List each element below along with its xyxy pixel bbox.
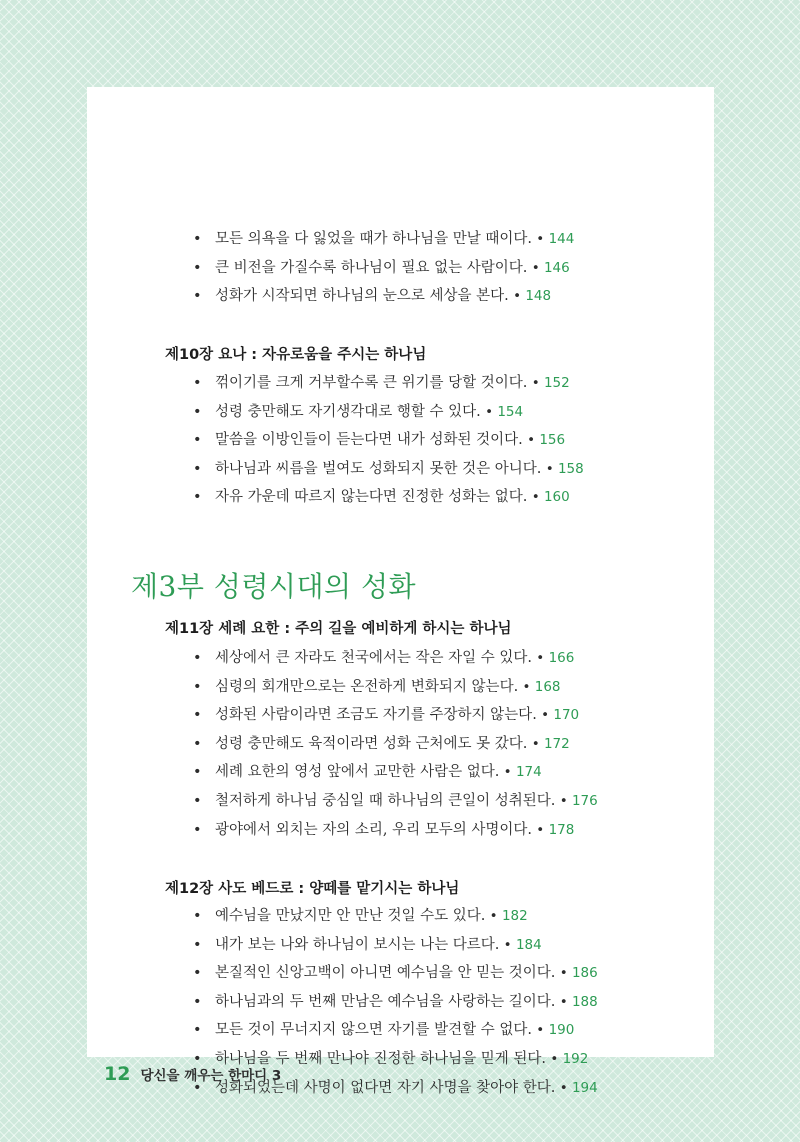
- list-item: • 성화되었는데 사명이 없다면 자기 사명을 찾아야 한다.• 194: [193, 1074, 598, 1103]
- page-number: 12: [104, 1063, 131, 1085]
- list-item: • 성령 충만해도 육적이라면 성화 근처에도 못 갔다.• 172: [193, 730, 598, 759]
- list-item: • 철저하게 하나님 중심일 때 하나님의 큰일이 성취된다.• 176: [193, 787, 598, 816]
- list-item: • 광야에서 외치는 자의 소리, 우리 모두의 사명이다.• 178: [193, 816, 598, 845]
- list-item: • 성화된 사람이라면 조금도 자기를 주장하지 않는다.• 170: [193, 701, 598, 730]
- page-footer: [104, 1062, 281, 1086]
- book-title: 당신을 깨우는 한마디 3: [140, 1068, 282, 1084]
- list-item: • 본질적인 신앙고백이 아니면 예수님을 안 믿는 것이다.• 186: [193, 959, 598, 988]
- list-item: • 성령 충만해도 자기생각대로 행할 수 있다.• 154: [193, 398, 584, 427]
- list-item: • 모든 것이 무너지지 않으면 자기를 발견할 수 없다.• 190: [193, 1016, 598, 1045]
- chapter9-items: [193, 225, 574, 311]
- chapter10-heading: 제10장 요나 : 자유로움을 주시는 하나님: [165, 347, 427, 363]
- chapter11-heading: 제11장 세례 요한 : 주의 길을 예비하게 하시는 하나님: [165, 621, 512, 637]
- list-item: • 하나님과의 두 번째 만남은 예수님을 사랑하는 길이다.• 188: [193, 988, 598, 1017]
- chapter11-items: [193, 644, 598, 844]
- chapter12-heading: 제12장 사도 베드로 : 양떼를 맡기시는 하나님: [165, 881, 460, 897]
- list-item: • 자유 가운데 따르지 않는다면 진정한 성화는 없다.• 160: [193, 483, 584, 512]
- list-item: • 큰 비전을 가질수록 하나님이 필요 없는 사람이다.• 146: [193, 254, 574, 283]
- list-item: • 예수님을 만났지만 안 만난 것일 수도 있다.• 182: [193, 902, 598, 931]
- list-item: • 세례 요한의 영성 앞에서 교만한 사람은 없다.• 174: [193, 758, 598, 787]
- list-item: • 심령의 회개만으로는 온전하게 변화되지 않는다.• 168: [193, 673, 598, 702]
- list-item: • 꺾이기를 크게 거부할수록 큰 위기를 당할 것이다.• 152: [193, 369, 584, 398]
- list-item: • 모든 의욕을 다 잃었을 때가 하나님을 만날 때이다.• 144: [193, 225, 574, 254]
- list-item: • 성화가 시작되면 하나님의 눈으로 세상을 본다.• 148: [193, 282, 574, 311]
- list-item: • 세상에서 큰 자라도 천국에서는 작은 자일 수 있다.• 166: [193, 644, 598, 673]
- list-item: • 하나님과 씨름을 벌여도 성화되지 못한 것은 아니다.• 158: [193, 455, 584, 484]
- list-item: • 말씀을 이방인들이 듣는다면 내가 성화된 것이다.• 156: [193, 426, 584, 455]
- part3-title: 제3부 성령시대의 성화: [131, 570, 417, 603]
- list-item: • 하나님을 두 번째 만나야 진정한 하나님을 믿게 된다.• 192: [193, 1045, 598, 1074]
- list-item: • 내가 보는 나와 하나님이 보시는 나는 다르다.• 184: [193, 931, 598, 960]
- chapter10-items: [193, 369, 584, 512]
